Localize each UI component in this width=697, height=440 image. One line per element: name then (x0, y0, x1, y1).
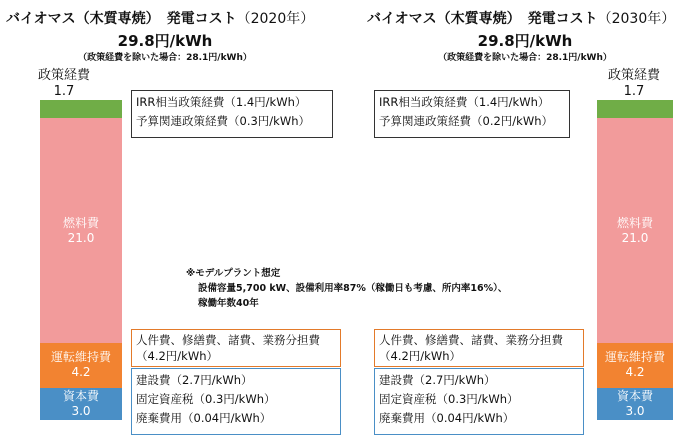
right-policy-breakdown-box (374, 90, 570, 138)
left-policy-item: IRR相当政策経費（1.4円/kWh） (136, 95, 307, 109)
right-bar-fuel (597, 118, 673, 343)
left-bar-policy (40, 100, 122, 118)
note-line: ※モデルプラント想定 (186, 268, 281, 279)
left-capital-value: 3.0 (71, 403, 91, 418)
left-capital-label: 資本費 (62, 388, 99, 403)
right-capital-item: 建設費（2.7円/kWh） (379, 373, 496, 387)
right-bar-policy (597, 100, 673, 118)
right-policy-item: IRR相当政策経費（1.4円/kWh） (379, 95, 550, 109)
right-om-item: 人件費、修繕費、諸費、業務分担費 (379, 333, 563, 347)
right-title-main: バイオマス（木質専焼） 発電コスト (367, 11, 598, 27)
left-capital-item: 建設費（2.7円/kWh） (136, 373, 253, 387)
left-chart-title (6, 8, 314, 28)
right-capital-breakdown-box (374, 368, 584, 435)
right-policy-label: 政策経費 (607, 68, 660, 83)
left-policy-breakdown-box (131, 90, 333, 138)
left-bar-fuel (40, 118, 122, 343)
right-capital-item: 廃棄費用（0.04円/kWh） (379, 411, 515, 425)
left-om-item: 人件費、修繕費、諸費、業務分担費 (136, 333, 320, 347)
right-stacked-bar (597, 100, 673, 420)
left-policy-top-label (32, 68, 96, 100)
left-policy-label: 政策経費 (37, 68, 90, 83)
right-capital-label: 資本費 (616, 388, 653, 403)
right-capital-item: 固定資産税（0.3円/kWh） (379, 392, 519, 406)
right-bar-capital (597, 388, 673, 420)
left-policy-item: 予算関連政策経費（0.3円/kWh） (136, 114, 310, 128)
right-title-year: （2030年） (597, 11, 676, 27)
left-capital-item: 固定資産税（0.3円/kWh） (136, 392, 276, 406)
left-om-label: 運転維持費 (50, 350, 111, 365)
right-om-item: （4.2円/kWh） (379, 349, 461, 363)
right-policy-value: 1.7 (623, 84, 645, 99)
right-om-value: 4.2 (625, 365, 645, 380)
right-total-cost: 29.8円/kWh (477, 32, 573, 50)
model-plant-note (186, 266, 507, 311)
left-fuel-value: 21.0 (67, 230, 95, 245)
left-om-item: （4.2円/kWh） (136, 349, 218, 363)
left-capital-breakdown-box (131, 368, 341, 435)
right-chart-title (367, 8, 675, 28)
left-bar-om (40, 343, 122, 388)
right-policy-item: 予算関連政策経費（0.2円/kWh） (379, 114, 553, 128)
left-om-breakdown-box (131, 329, 341, 367)
left-stacked-bar (40, 100, 122, 420)
left-title-year: （2020年） (236, 11, 315, 27)
left-capital-item: 廃棄費用（0.04円/kWh） (136, 411, 272, 425)
right-fuel-label: 燃料費 (616, 215, 653, 230)
left-title-main: バイオマス（木質専焼） 発電コスト (6, 11, 237, 27)
left-total-cost: 29.8円/kWh (117, 32, 213, 50)
note-line: 設備容量5,700 kW、設備利用率87%（稼働日も考慮、所内率16%）、 (198, 283, 508, 294)
note-line: 稼働年数40年 (198, 298, 259, 309)
left-fuel-label: 燃料費 (62, 215, 99, 230)
right-fuel-value: 21.0 (621, 230, 649, 245)
right-policy-top-label (594, 68, 674, 100)
right-bar-om (597, 343, 673, 388)
left-om-value: 4.2 (71, 365, 91, 380)
left-excl-policy: （政策経費を除いた場合：28.1円/kWh） (78, 53, 252, 63)
right-excl-policy: （政策経費を除いた場合：28.1円/kWh） (438, 53, 612, 63)
right-om-breakdown-box (374, 329, 584, 367)
right-om-label: 運転維持費 (604, 350, 665, 365)
left-bar-capital (40, 388, 122, 420)
right-capital-value: 3.0 (625, 403, 645, 418)
left-policy-value: 1.7 (53, 84, 75, 99)
